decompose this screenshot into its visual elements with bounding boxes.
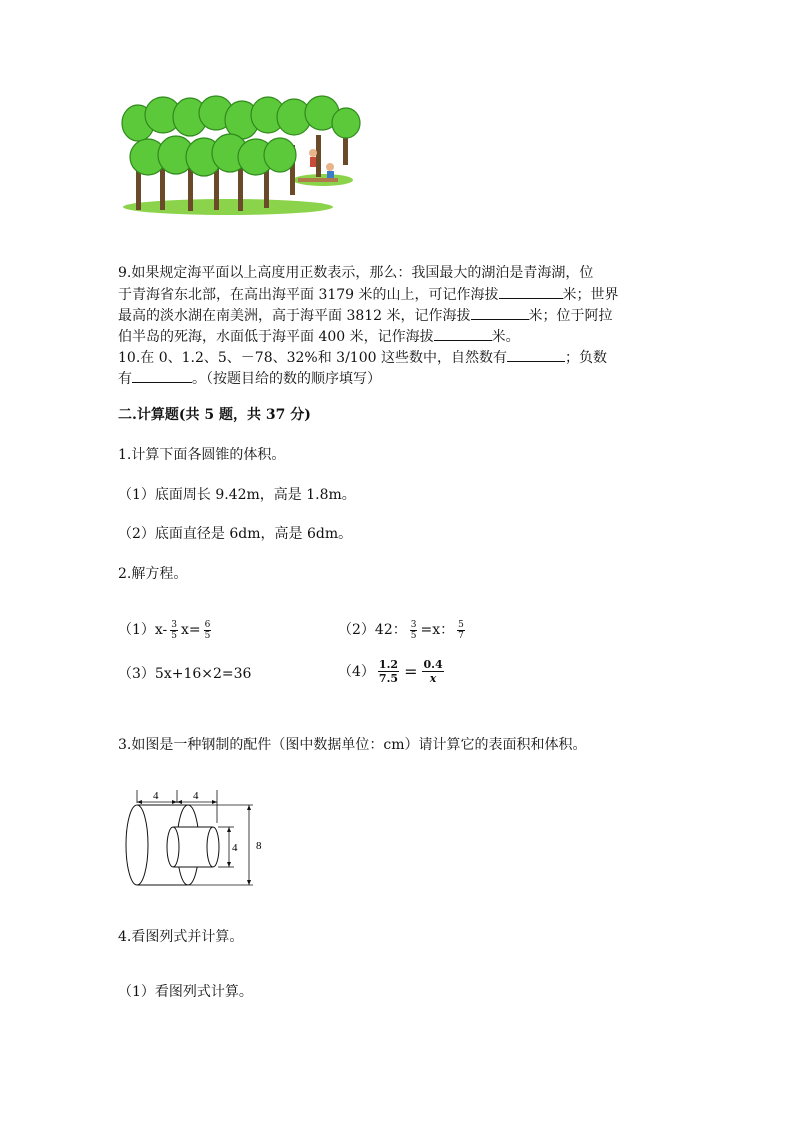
- c1-title: 1.计算下面各圆锥的体积。: [118, 447, 286, 463]
- q9-line-3-tail: 米；位于阿拉: [528, 308, 613, 324]
- eq4-f2-num: 0.4: [423, 658, 443, 671]
- dim-label-d: 8: [256, 840, 262, 852]
- c4-title: 4.看图列式并计算。: [118, 929, 244, 945]
- eq2-fraction-1: [410, 620, 418, 641]
- eq1-f1-den: 5: [171, 630, 178, 641]
- q10-blank-1[interactable]: [507, 347, 565, 362]
- eq1-prefix: （1）x-: [118, 622, 168, 638]
- equation-1: [118, 619, 214, 641]
- steel-part-diagram: [118, 785, 278, 890]
- dim-label-c: 4: [232, 842, 238, 854]
- c1-sub-2: （2）底面直径是 6dm，高是 6dm。: [118, 526, 353, 542]
- dim-label-b: 4: [193, 790, 199, 802]
- eq2-f2-den: 7: [458, 630, 464, 641]
- q9-line-4: [118, 326, 520, 348]
- c4-sub-1: （1）看图列式计算。: [118, 984, 253, 1000]
- equation-4: [338, 658, 447, 685]
- q9-line-1: 9.如果规定海平面以上高度用正数表示，那么：我国最大的湖泊是青海湖，位: [118, 265, 594, 281]
- eq1-f2-den: 5: [204, 630, 211, 641]
- c3-title: 3.如图是一种钢制的配件（图中数据单位：cm）请计算它的表面积和体积。: [118, 737, 587, 753]
- q9-blank-2[interactable]: [471, 305, 529, 320]
- q9-blank-1[interactable]: [499, 284, 563, 299]
- q9-line-2-tail: 米；世界: [562, 287, 619, 303]
- q10-line-2: [118, 368, 381, 390]
- c1-sub-1: （1）底面周长 9.42m，高是 1.8m。: [118, 487, 356, 503]
- c2-title: 2.解方程。: [118, 566, 188, 582]
- eq1-fraction-1: [170, 620, 178, 641]
- eq4-fraction-1: [378, 658, 399, 685]
- eq2-prefix: （2）42：: [338, 622, 407, 638]
- q10-blank-2[interactable]: [132, 368, 192, 383]
- eq1-f1-num: 3: [171, 619, 178, 630]
- equation-3: （3）5x+16×2=36: [118, 666, 252, 682]
- eq2-f1-num: 3: [410, 619, 417, 630]
- eq2-fraction-2: [457, 620, 465, 641]
- eq1-f2-num: 6: [204, 619, 211, 630]
- dim-label-a: 4: [153, 790, 159, 802]
- eq2-mid: =x：: [420, 622, 455, 638]
- eq1-mid: x=: [181, 622, 201, 638]
- eq2-f2-num: 5: [458, 619, 464, 630]
- q9-line-3-text: 最高的淡水湖在南美洲，高于海平面 3812 米，记作海拔: [118, 308, 471, 324]
- eq4-f1-num: 1.2: [378, 658, 399, 671]
- section-2-heading: 二.计算题(共 5 题，共 37 分): [118, 407, 311, 423]
- q9-blank-3[interactable]: [434, 326, 492, 341]
- eq1-fraction-2: [204, 620, 212, 641]
- forest-illustration: [118, 95, 363, 220]
- eq4-prefix: （4）: [338, 663, 375, 680]
- eq4-f1-den: 7.5: [378, 672, 399, 685]
- q10-line-2-text: 有: [118, 371, 132, 387]
- q10-line-2-tail: 。（按题目给的数的顺序填写）: [192, 371, 381, 387]
- q9-line-4-text: 伯半岛的死海，水面低于海平面 400 米，记作海拔: [118, 329, 434, 345]
- q10-line-1-text: 10.在 0、1.2、5、－78、32%和 3/100 这些数中，自然数有: [118, 350, 507, 366]
- q10-line-1: [118, 347, 607, 369]
- q9-line-2-text: 于青海省东北部，在高出海平面 3179 米的山上，可记作海拔: [118, 287, 499, 303]
- eq4-equals: =: [404, 661, 418, 681]
- q9-line-3: [118, 305, 613, 327]
- eq2-f1-den: 5: [410, 630, 417, 641]
- q9-line-4-tail: 米。: [491, 329, 520, 345]
- eq4-fraction-2: [422, 658, 443, 685]
- eq4-f2-den: x: [429, 672, 437, 685]
- q10-line-1-tail: ；负数: [564, 350, 607, 366]
- equation-2: [338, 619, 468, 641]
- q9-line-2: [118, 284, 619, 306]
